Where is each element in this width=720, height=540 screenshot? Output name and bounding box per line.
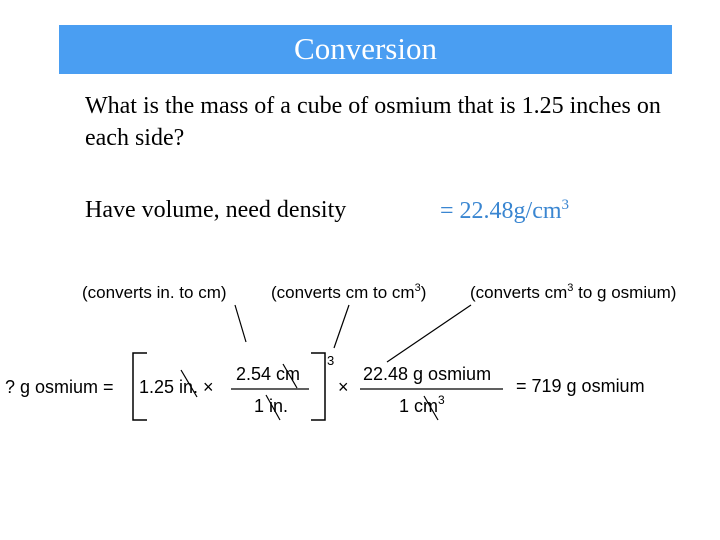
fraction2-denominator: 1 $cm^3$ <box>399 393 445 416</box>
fraction1-denominator: 1 in. <box>254 396 289 416</box>
have-text: Have volume, need density <box>85 197 347 223</box>
times-sign: × <box>338 377 349 397</box>
fraction2-numerator: 22.48 g osmium <box>363 364 492 384</box>
bracket-power: 3 <box>327 353 335 368</box>
pointer-line <box>387 305 471 362</box>
equation-term1: 1.25 in. × <box>139 377 214 397</box>
slide-title: Conversion <box>294 31 437 66</box>
density-exponent: 3 <box>561 197 570 213</box>
note-cm3-to-g: (converts $cm^3$ to g osmium) <box>470 282 677 302</box>
pointer-line <box>334 305 349 348</box>
question-text: What is the mass of a cube of osmium that is 1.25 inches on each side? <box>85 93 661 151</box>
pointer-lines <box>235 305 471 362</box>
right-bracket <box>311 353 325 420</box>
pointer-line <box>235 305 246 342</box>
equation-result: = 719 g osmium <box>516 376 645 396</box>
note-in-to-cm: (converts in. to cm) <box>82 283 227 302</box>
note-cm-to-cm3: (converts cm to $cm^3$) <box>271 282 427 302</box>
fraction1-numerator: 2.54 cm <box>236 364 301 384</box>
density-prefix: = 22.48g/cm <box>440 198 562 224</box>
equation-lhs: ? g osmium = <box>5 377 114 397</box>
